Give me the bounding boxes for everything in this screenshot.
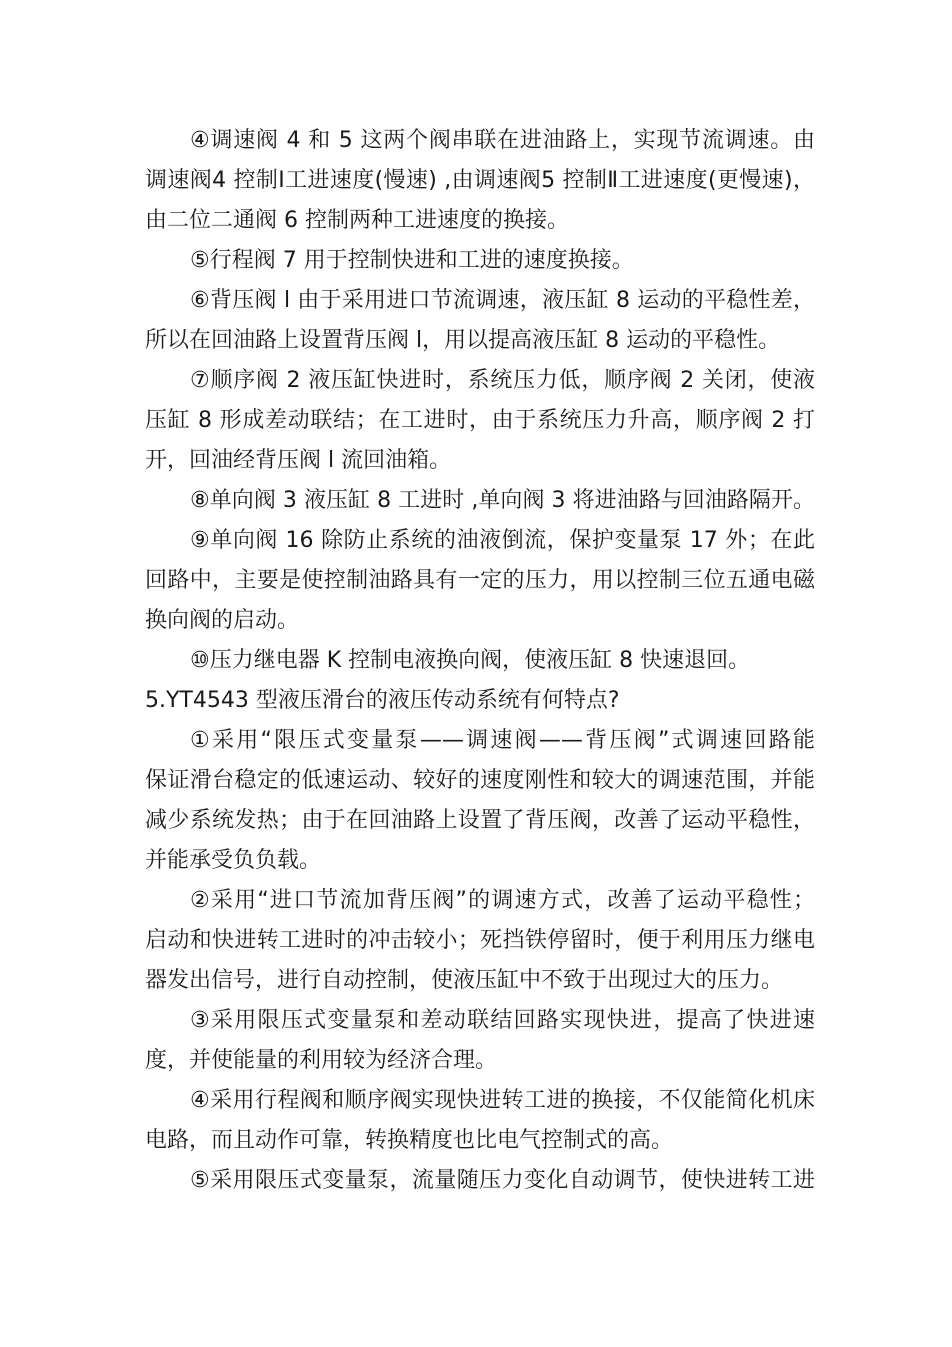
text-line: ④调速阀 4 和 5 这两个阀串联在进油路上，实现节流调速。由: [190, 128, 815, 153]
text-line: ⑨单向阀 16 除防止系统的油液倒流，保护变量泵 17 外；在此: [190, 528, 815, 553]
text-line: ⑦顺序阀 2 液压缸快进时，系统压力低，顺序阀 2 关闭，使液: [190, 368, 815, 393]
text-line: ③采用限压式变量泵和差动联结回路实现快进，提高了快进速: [190, 1008, 815, 1033]
text-line: 度，并使能量的利用较为经济合理。: [145, 1048, 498, 1073]
text-line: 调速阀4 控制Ⅰ工进速度(慢速) ,由调速阀5 控制Ⅱ工进速度(更慢速)，: [145, 168, 815, 193]
text-line: 器发出信号，进行自动控制，使液压缸中不致于出现过大的压力。: [145, 968, 784, 993]
text-line: ⑤采用限压式变量泵，流量随压力变化自动调节，使快进转工进: [190, 1168, 815, 1193]
text-line: ④采用行程阀和顺序阀实现快进转工进的换接，不仅能简化机床: [190, 1088, 815, 1113]
text-line: ⑩压力继电器 K 控制电液换向阀，使液压缸 8 快速退回。: [190, 648, 751, 673]
section-heading: 5.YT4543 型液压滑台的液压传动系统有何特点?: [145, 688, 620, 713]
text-line: ①采用“限压式变量泵——调速阀——背压阀”式调速回路能: [190, 728, 815, 753]
text-line: 电路，而且动作可靠，转换精度也比电气控制式的高。: [145, 1128, 674, 1153]
text-line: ⑤行程阀 7 用于控制快进和工进的速度换接。: [190, 248, 634, 273]
text-line: ②采用“进口节流加背压阀”的调速方式，改善了运动平稳性；: [190, 888, 815, 913]
text-line: 回路中，主要是使控制油路具有一定的压力，用以控制三位五通电磁: [145, 568, 815, 593]
text-line: 所以在回油路上设置背压阀 l，用以提高液压缸 8 运动的平稳性。: [145, 328, 781, 353]
text-line: 保证滑台稳定的低速运动、较好的速度刚性和较大的调速范围，并能: [145, 768, 815, 793]
text-line: 启动和快进转工进时的冲击较小；死挡铁停留时，便于利用压力继电: [145, 928, 815, 953]
text-line: 由二位二通阀 6 控制两种工进速度的换接。: [145, 208, 569, 233]
text-line: ⑧单向阀 3 液压缸 8 工进时 ,单向阀 3 将进油路与回油路隔开。: [190, 488, 815, 513]
text-line: 减少系统发热；由于在回油路上设置了背压阀，改善了运动平稳性，: [145, 808, 815, 833]
text-line: ⑥背压阀 l 由于采用进口节流调速，液压缸 8 运动的平稳性差，: [190, 288, 815, 313]
text-line: 并能承受负负载。: [145, 848, 322, 873]
text-line: 压缸 8 形成差动联结；在工进时，由于系统压力升高，顺序阀 2 打: [145, 408, 815, 433]
text-line: 换向阀的启动。: [145, 608, 300, 633]
text-line: 开，回油经背压阀 l 流回油箱。: [145, 448, 452, 473]
